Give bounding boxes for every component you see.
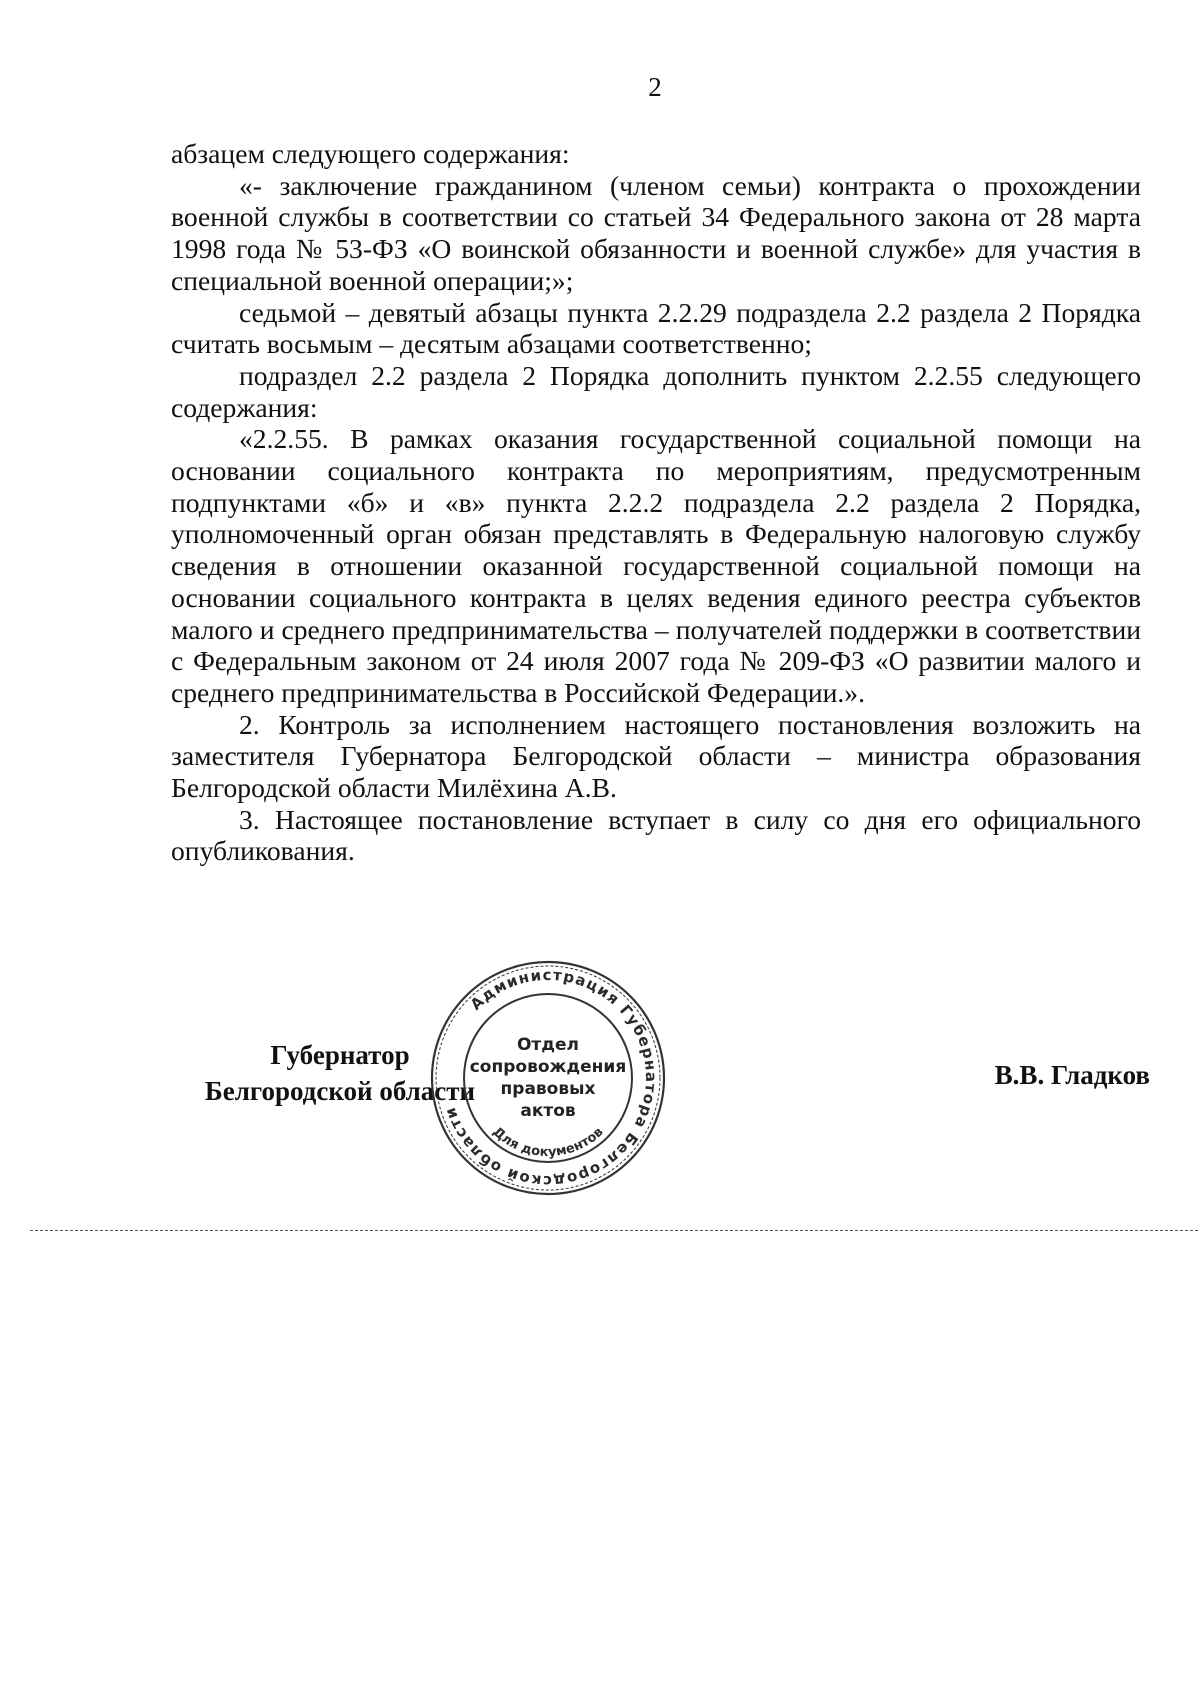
signatory-position-line2: Белгородской области [204,1076,476,1106]
signatory-position-line1: Губернатор [270,1040,410,1070]
page-divider [30,1230,1198,1231]
signatory-name: В.В. Гладков [994,1060,1150,1090]
paragraph-renumbering: седьмой – девятый абзацы пункта 2.2.29 подраздела 2.2 раздела 2 Порядка считать восьмым – десятым абзацами соответственно; [171,296,1141,360]
stamp-bottom-text: Для документов [489,1124,607,1161]
stamp-center-text [428,958,668,1198]
page-number: 2 [648,72,662,102]
paragraph-addition-intro: подраздел 2.2 раздела 2 Порядка дополнить пунктом 2.2.55 следующего содержания: [171,359,1141,423]
paragraph-clause-2-2-55: «2.2.55. В рамках оказания государственной социальной помощи на основании социального контракта по мероприятиям, предусмотренным подпунктами «б» и «в» пункта 2.2.2 подраздела 2.2 раздела 2 Порядка, уполномоченный орган обязан представлять в Федеральную налоговую службу сведения в отношении оказанной государственной социальной помощи на основании социального контракта в целях ведения единого реестра субъектов малого и среднего предпринимательства – получателей поддержки в соответствии с Федеральным законом от 24 июля 2007 года № 209-ФЗ «О развитии малого и среднего предпринимательства в Российской Федерации.». [171,423,1141,708]
paragraph-quoted-amendment: «- заключение гражданином (членом семьи) контракта о прохождении военной службы в соответствии со статьей 34 Федерального закона от 28 марта 1998 года № 53-ФЗ «О воинской обязанности и военной службе» для участия в специальной военной операции;»; [171,169,1141,296]
paragraph-item-3-effective: 3. Настоящее постановление вступает в силу со дня его официального опубликования. [171,803,1141,867]
stamp-center-line: правовых [500,1079,596,1099]
official-stamp [428,958,668,1198]
stamp-center-line: сопровождения [469,1057,627,1077]
document-body [171,138,1141,867]
stamp-ring-text: Администрация Губернатора Белгородской области [440,965,661,1191]
stamp-center-line: Отдел [516,1035,579,1055]
paragraph-item-2-control: 2. Контроль за исполнением настоящего постановления возложить на заместителя Губернатора Белгородской области – министра образования Белгородской области Милёхина А.В. [171,708,1141,804]
paragraph-continuation: абзацем следующего содержания: [171,138,570,169]
stamp-center-line: актов [520,1101,576,1121]
